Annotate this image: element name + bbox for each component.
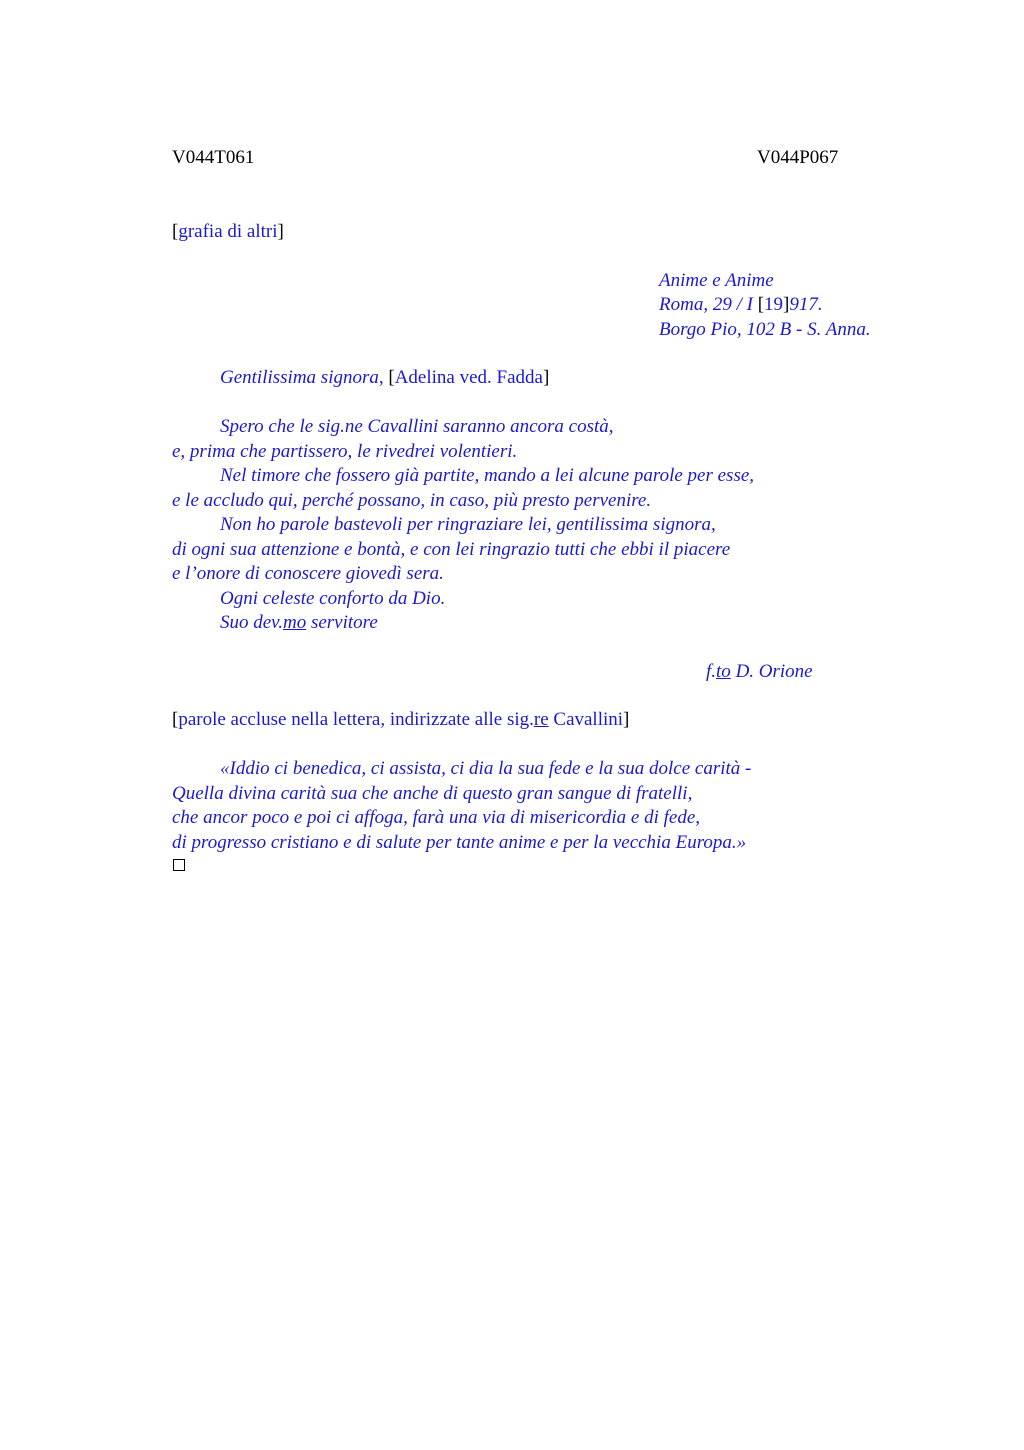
quote-line-3: che ancor poco e poi ci affoga, farà una via di misericordia e di fede,: [172, 807, 701, 828]
enclosure-note-text: parole accluse nella lettera, indirizzate alle sig.: [178, 709, 534, 730]
address-line-1: Anime e Anime: [659, 270, 774, 291]
bracket-open: [: [388, 367, 395, 388]
closing-abbrev-underlined: mo: [282, 612, 307, 633]
bracket-close: ]: [277, 221, 284, 242]
closing-line: [220, 611, 378, 636]
document-code-right: V044P067: [757, 147, 839, 168]
bracket-open: [: [172, 709, 179, 730]
signature: [706, 660, 813, 685]
address-date-end: 917.: [789, 294, 823, 315]
handwriting-note: [172, 220, 284, 245]
signature-abbrev-underlined: to: [716, 661, 731, 682]
address-date-century: 19: [764, 294, 784, 315]
salutation-text: Gentilissima signora,: [220, 367, 389, 388]
address-line-2: [659, 293, 823, 318]
quote-line-1: «Iddio ci benedica, ci assista, ci dia la sua fede e la sua dolce carità -: [220, 758, 752, 779]
signature-name: D. Orione: [730, 661, 813, 682]
body-line-5: Non ho parole bastevoli per ringraziare lei, gentilissima signora,: [220, 514, 716, 535]
enclosure-note: [172, 708, 629, 733]
bracket-close: ]: [783, 294, 790, 315]
body-line-2: e, prima che partissero, le rivedrei volentieri.: [172, 441, 518, 462]
closing-text-start: Suo dev.: [220, 612, 283, 633]
body-line-7: e l’onore di conoscere giovedì sera.: [172, 563, 444, 584]
body-line-8: Ogni celeste conforto da Dio.: [220, 588, 446, 609]
bracket-close: ]: [542, 367, 550, 388]
handwriting-note-text: grafia di altri: [178, 221, 278, 242]
document-code-left: V044T061: [172, 147, 255, 168]
quote-line-2: Quella divina carità sua che anche di questo gran sangue di fratelli,: [172, 783, 693, 804]
signature-prefix: f.: [706, 661, 717, 682]
closing-text-end: servitore: [306, 612, 378, 633]
enclosure-note-abbrev-underlined: re: [533, 709, 549, 730]
body-line-6: di ogni sua attenzione e bontà, e con lei ringrazio tutti che ebbi il piacere: [172, 539, 731, 560]
body-line-4: e le accludo qui, perché possano, in caso, più presto pervenire.: [172, 490, 652, 511]
salutation: [220, 366, 549, 391]
quote-line-4: di progresso cristiano e di salute per tante anime e per la vecchia Europa.»: [172, 832, 747, 853]
address-line-3: Borgo Pio, 102 B - S. Anna.: [659, 319, 871, 340]
bracket-close: ]: [623, 709, 630, 730]
end-marker-box-icon: [173, 859, 185, 871]
bracket-open: [: [757, 294, 765, 315]
body-line-1: Spero che le sig.ne Cavallini saranno ancora costà,: [220, 416, 614, 437]
bracket-open: [: [172, 221, 179, 242]
address-date-start: Roma, 29 / I: [659, 294, 758, 315]
body-line-3: Nel timore che fossero già partite, mando a lei alcune parole per esse,: [220, 465, 755, 486]
recipient-name: Adelina ved. Fadda: [394, 367, 543, 388]
enclosure-note-recipient: Cavallini: [548, 709, 624, 730]
